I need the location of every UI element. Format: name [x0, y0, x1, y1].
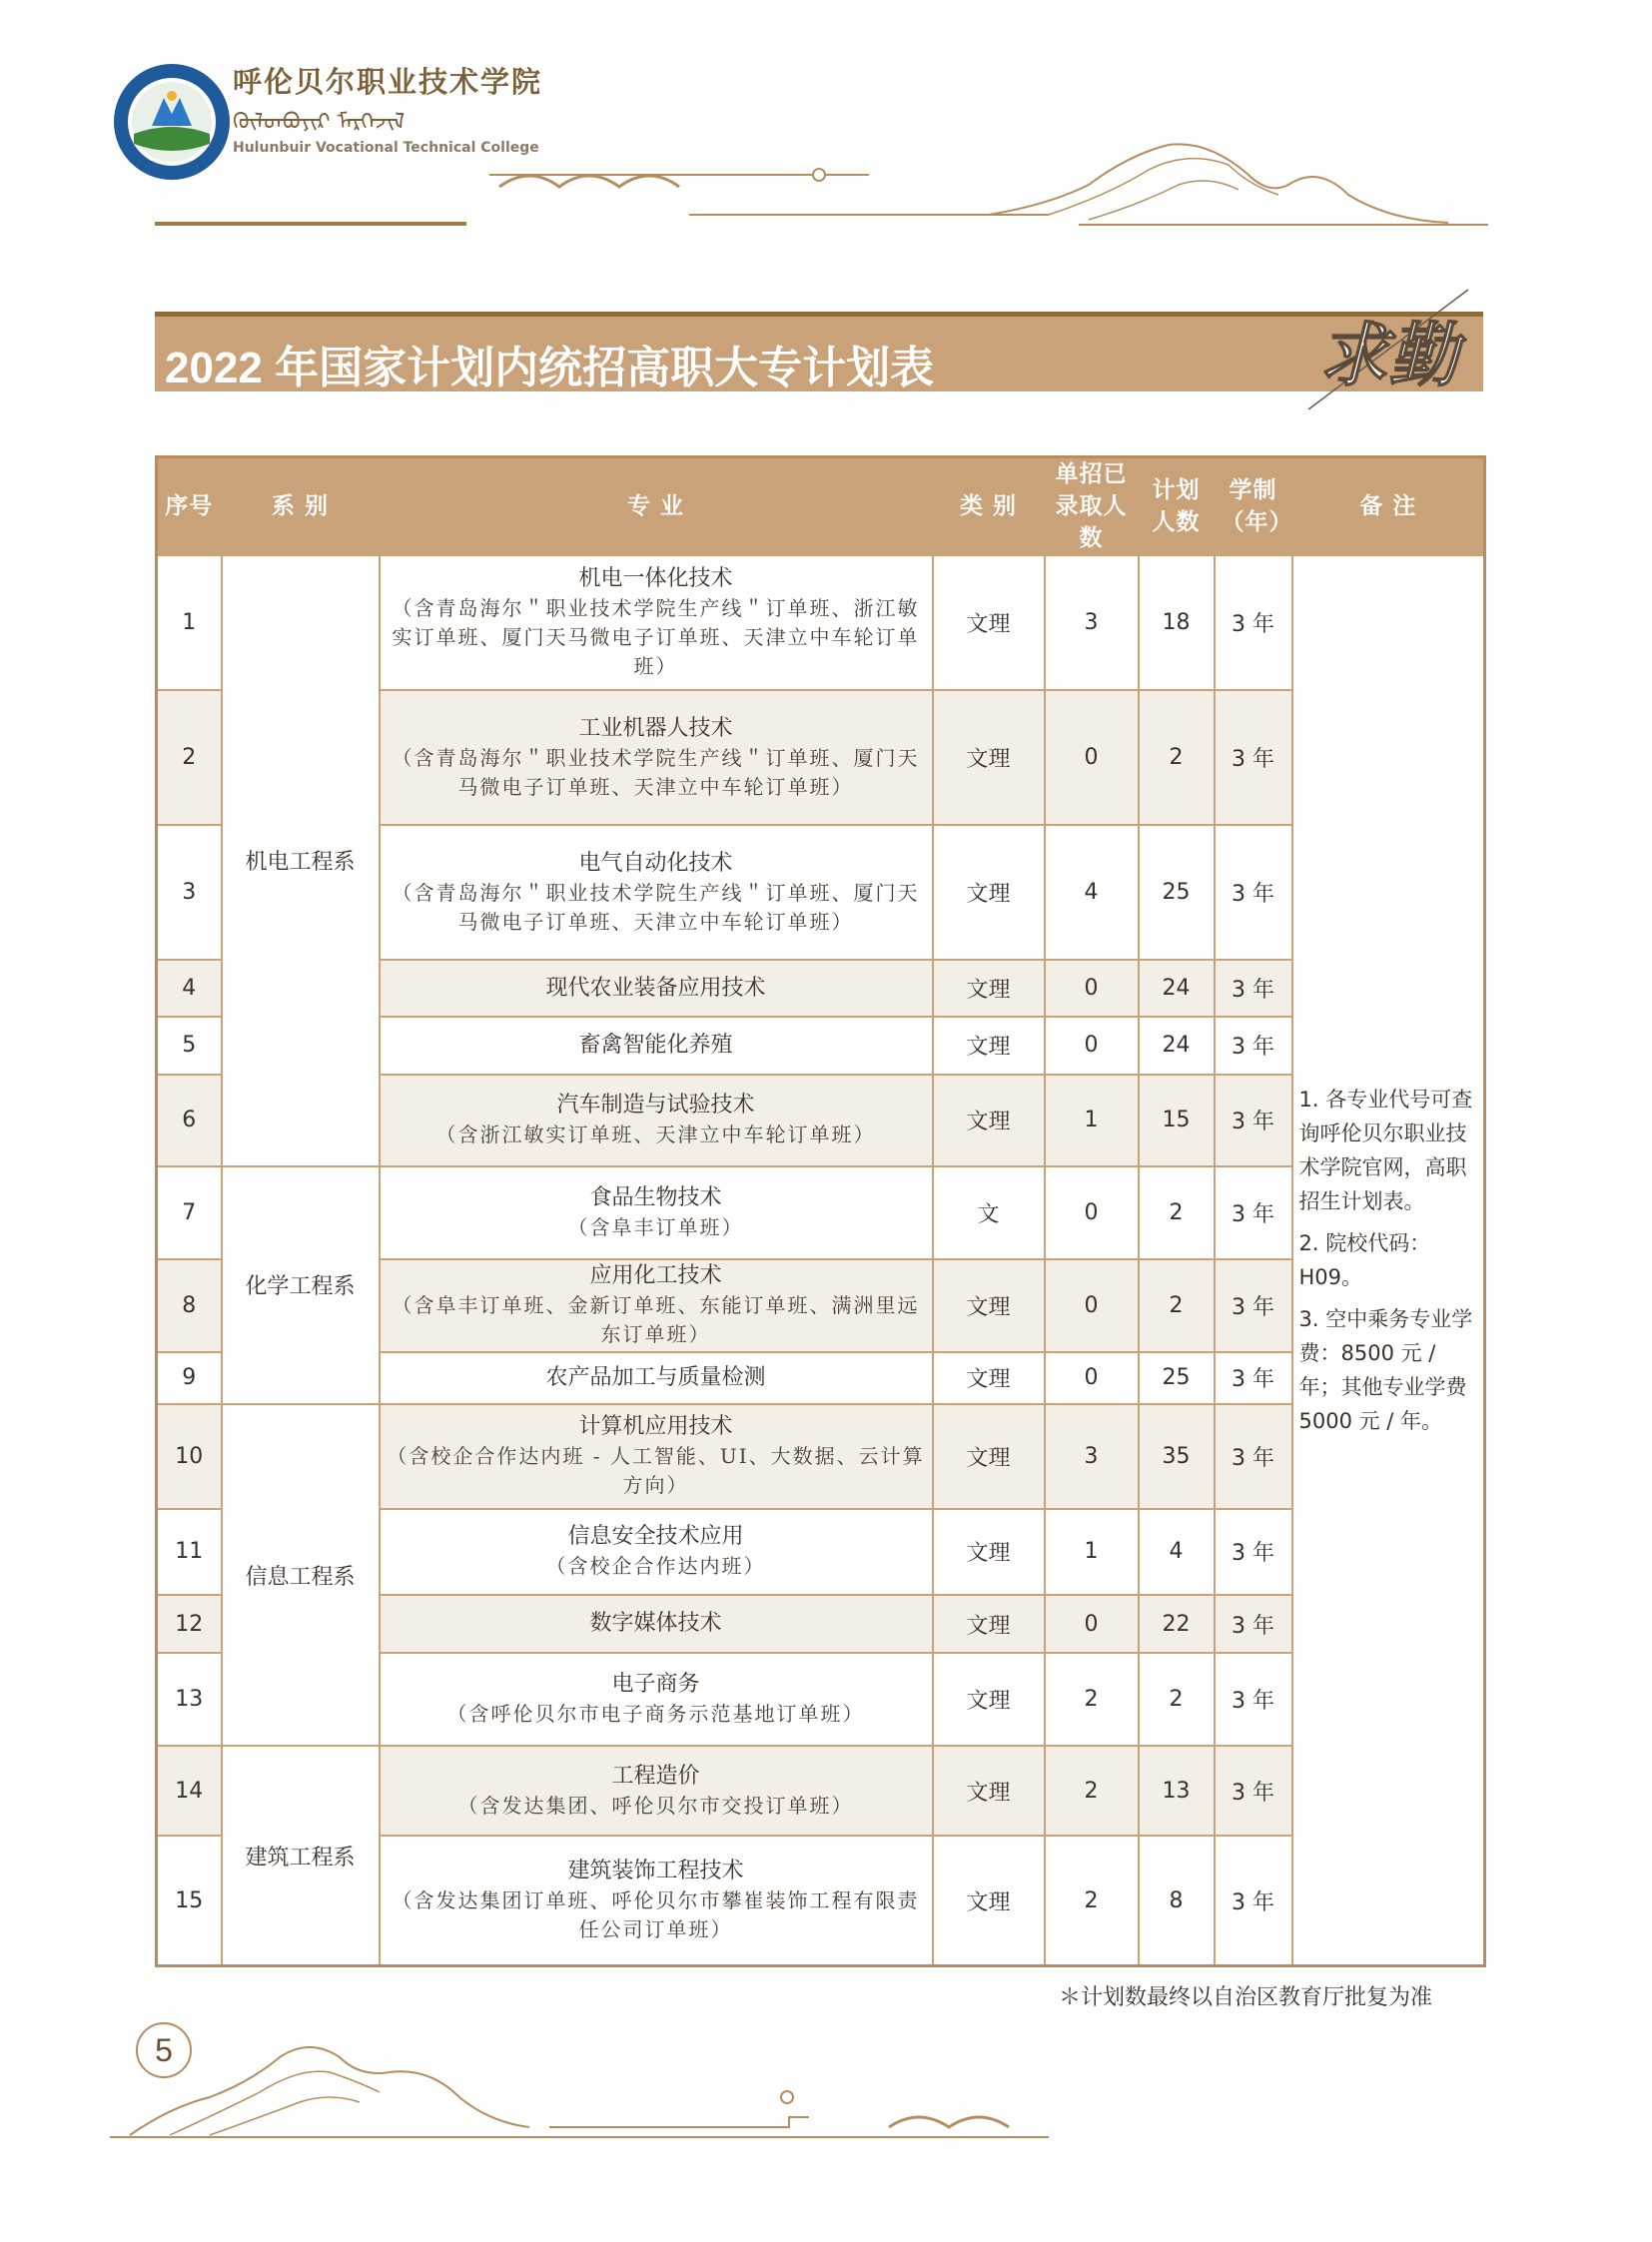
major-name: 工业机器人技术: [578, 715, 733, 741]
row-index: 1: [157, 555, 222, 690]
plan-cell: 4: [1139, 1509, 1215, 1595]
header-remarks: 备 注: [1292, 457, 1485, 556]
major-name: 应用化工技术: [589, 1263, 722, 1289]
row-index: 5: [157, 1017, 222, 1074]
years-cell: 3 年: [1215, 1017, 1292, 1074]
enrolled-cell: 0: [1045, 960, 1139, 1017]
plan-cell: 2: [1139, 1653, 1215, 1746]
table-row: [157, 1746, 1485, 1836]
major-note: （含校企合作达内班）: [545, 1554, 766, 1579]
row-index: 7: [157, 1166, 222, 1259]
plan-cell: 2: [1139, 1166, 1215, 1259]
major-note: （含青岛海尔＂职业技术学院生产线＂订单班、厦门天马微电子订单班、天津立中车轮订单班）: [392, 880, 920, 934]
years-cell: 3 年: [1215, 1836, 1292, 1965]
enrolled-cell: 2: [1045, 1746, 1139, 1836]
major-note: （含青岛海尔＂职业技术学院生产线＂订单班、厦门天马微电子订单班、天津立中车轮订单班）: [392, 745, 920, 799]
years-cell: 3 年: [1215, 1595, 1292, 1653]
plan-cell: 2: [1139, 690, 1215, 825]
major-cell: [380, 960, 933, 1017]
major-cell: [380, 1509, 933, 1595]
plan-cell: 13: [1139, 1746, 1215, 1836]
category-cell: 文理: [933, 1404, 1045, 1509]
major-name: 建筑装饰工程技术: [567, 1859, 744, 1884]
years-cell: 3 年: [1215, 690, 1292, 825]
row-index: 3: [157, 825, 222, 960]
header-major: 专 业: [380, 457, 933, 556]
row-index: 10: [157, 1404, 222, 1509]
dept-cell: 机电工程系: [222, 555, 380, 1166]
plan-cell: 18: [1139, 555, 1215, 690]
years-cell: 3 年: [1215, 825, 1292, 960]
major-name: 计算机应用技术: [578, 1414, 733, 1440]
major-name: 现代农业装备应用技术: [545, 975, 766, 1001]
category-cell: 文理: [933, 1746, 1045, 1836]
plan-cell: 25: [1139, 825, 1215, 960]
table-header-row: [157, 457, 1485, 556]
school-name-cn: 呼伦贝尔职业技术学院: [233, 65, 543, 99]
row-index: 14: [157, 1746, 222, 1836]
category-cell: 文理: [933, 555, 1045, 690]
category-cell: 文理: [933, 1075, 1045, 1166]
plan-cell: 24: [1139, 1017, 1215, 1074]
row-index: 9: [157, 1352, 222, 1404]
plan-cell: 15: [1139, 1075, 1215, 1166]
major-cell: [380, 1746, 933, 1836]
enrolled-cell: 1: [1045, 1075, 1139, 1166]
years-cell: 3 年: [1215, 1746, 1292, 1836]
major-name: 食品生物技术: [589, 1184, 722, 1210]
major-cell: [380, 825, 933, 960]
years-cell: 3 年: [1215, 1075, 1292, 1166]
category-cell: 文理: [933, 825, 1045, 960]
years-cell: 3 年: [1215, 1166, 1292, 1259]
enrolled-cell: 0: [1045, 1595, 1139, 1653]
school-emblem-icon: [112, 62, 232, 182]
remark-item: 3. 空中乘务专业学费：8500 元 / 年；其他专业学费 5000 元 / 年。: [1298, 1307, 1473, 1433]
row-index: 6: [157, 1075, 222, 1166]
enrolled-cell: 0: [1045, 1259, 1139, 1352]
header-years: 学制（年）: [1215, 457, 1292, 556]
years-cell: 3 年: [1215, 1509, 1292, 1595]
major-cell: [380, 1836, 933, 1965]
header-category: 类 别: [933, 457, 1045, 556]
footnote: ＊计划数最终以自治区教育厅批复为准: [1059, 1985, 1433, 2010]
category-cell: 文理: [933, 1836, 1045, 1965]
enrolled-cell: 1: [1045, 1509, 1139, 1595]
enrolled-cell: 0: [1045, 1017, 1139, 1074]
plan-cell: 24: [1139, 960, 1215, 1017]
table-row: [157, 555, 1485, 690]
remark-item: 2. 院校代码：H09。: [1298, 1231, 1431, 1289]
enrolled-cell: 2: [1045, 1836, 1139, 1965]
header-plan: 计划人数: [1139, 457, 1215, 556]
major-cell: [380, 1017, 933, 1074]
row-index: 15: [157, 1836, 222, 1965]
remark-item: 1. 各专业代号可查询呼伦贝尔职业技术学院官网，高职招生计划表。: [1298, 1088, 1473, 1213]
major-cell: [380, 555, 933, 690]
years-cell: 3 年: [1215, 1259, 1292, 1352]
dept-cell: 化学工程系: [222, 1166, 380, 1404]
years-cell: 3 年: [1215, 1352, 1292, 1404]
enrolled-cell: 2: [1045, 1653, 1139, 1746]
major-note: （含青岛海尔＂职业技术学院生产线＂订单班、浙江敏实订单班、厦门天马微电子订单班、天津立中车轮订单班）: [392, 596, 920, 679]
header-dept: 系 别: [222, 457, 380, 556]
enrollment-plan-table: [155, 455, 1486, 1967]
table-row: [157, 1166, 1485, 1259]
dept-cell: 建筑工程系: [222, 1746, 380, 1965]
category-cell: 文理: [933, 690, 1045, 825]
row-index: 4: [157, 960, 222, 1017]
remarks-cell: [1292, 555, 1485, 1966]
category-cell: 文理: [933, 1352, 1045, 1404]
major-note: （含发达集团、呼伦贝尔市交投订单班）: [457, 1793, 854, 1818]
major-note: （含发达集团订单班、呼伦贝尔市攀崔装饰工程有限责任公司订单班）: [392, 1888, 920, 1942]
row-index: 12: [157, 1595, 222, 1653]
category-cell: 文理: [933, 1509, 1045, 1595]
major-cell: [380, 1404, 933, 1509]
category-cell: 文理: [933, 960, 1045, 1017]
major-name: 信息安全技术应用: [567, 1524, 744, 1550]
enrolled-cell: 4: [1045, 825, 1139, 960]
page-title: 2022 年国家计划内统招高职大专计划表: [165, 344, 935, 392]
header-index: 序号: [157, 457, 222, 556]
title-band-top-line: [155, 312, 1483, 317]
major-note: （含阜丰订单班）: [567, 1214, 744, 1239]
major-name: 电气自动化技术: [578, 850, 733, 876]
major-name: 数字媒体技术: [589, 1611, 722, 1637]
dept-cell: 信息工程系: [222, 1404, 380, 1746]
major-cell: [380, 1166, 933, 1259]
major-cell: [380, 1653, 933, 1746]
major-name: 农产品加工与质量检测: [545, 1364, 766, 1390]
major-cell: [380, 1595, 933, 1653]
plan-cell: 35: [1139, 1404, 1215, 1509]
header-divider: [155, 222, 466, 226]
row-index: 11: [157, 1509, 222, 1595]
enrolled-cell: 3: [1045, 555, 1139, 690]
major-cell: [380, 690, 933, 825]
major-note: （含呼伦贝尔市电子商务示范基地订单班）: [446, 1702, 865, 1727]
enrolled-cell: 3: [1045, 1404, 1139, 1509]
major-cell: [380, 1352, 933, 1404]
row-index: 2: [157, 690, 222, 825]
plan-cell: 2: [1139, 1259, 1215, 1352]
category-cell: 文: [933, 1166, 1045, 1259]
category-cell: 文理: [933, 1259, 1045, 1352]
row-index: 13: [157, 1653, 222, 1746]
calligraphy-seal: [1288, 285, 1488, 414]
years-cell: 3 年: [1215, 1653, 1292, 1746]
page-number: 5: [136, 2022, 192, 2078]
years-cell: 3 年: [1215, 960, 1292, 1017]
enrolled-cell: 0: [1045, 1352, 1139, 1404]
plan-cell: 25: [1139, 1352, 1215, 1404]
category-cell: 文理: [933, 1653, 1045, 1746]
school-name-mongolian: ᠬᠥᠯᠦᠨᠪᠤᠶᠢᠷ ᠮᠡᠷᠭᠡᠵᠢᠯ: [233, 110, 406, 135]
category-cell: 文理: [933, 1017, 1045, 1074]
row-index: 8: [157, 1259, 222, 1352]
school-name-en: Hulunbuir Vocational Technical College: [233, 140, 539, 156]
major-name: 工程造价: [611, 1763, 700, 1789]
plan-cell: 22: [1139, 1595, 1215, 1653]
years-cell: 3 年: [1215, 555, 1292, 690]
major-note: （含浙江敏实订单班、天津立中车轮订单班）: [435, 1122, 876, 1147]
major-note: （含阜丰订单班、金新订单班、东能订单班、满洲里远东订单班）: [392, 1293, 920, 1347]
years-cell: 3 年: [1215, 1404, 1292, 1509]
enrolled-cell: 0: [1045, 1166, 1139, 1259]
major-name: 畜禽智能化养殖: [578, 1032, 733, 1058]
header-enrolled: 单招已录取人数: [1045, 457, 1139, 556]
major-note: （含校企合作达内班 - 人工智能、UI、大数据、云计算方向）: [387, 1444, 925, 1498]
major-name: 汽车制造与试验技术: [556, 1093, 755, 1119]
major-name: 机电一体化技术: [578, 566, 733, 592]
mountain-decoration-footer: [110, 2027, 1109, 2177]
major-cell: [380, 1075, 933, 1166]
plan-cell: 8: [1139, 1836, 1215, 1965]
major-cell: [380, 1259, 933, 1352]
enrolled-cell: 0: [1045, 690, 1139, 825]
mountain-decoration: [489, 135, 1488, 235]
seal-text: 求勤: [1318, 314, 1458, 396]
category-cell: 文理: [933, 1595, 1045, 1653]
table-row: [157, 1404, 1485, 1509]
major-name: 电子商务: [611, 1672, 700, 1698]
